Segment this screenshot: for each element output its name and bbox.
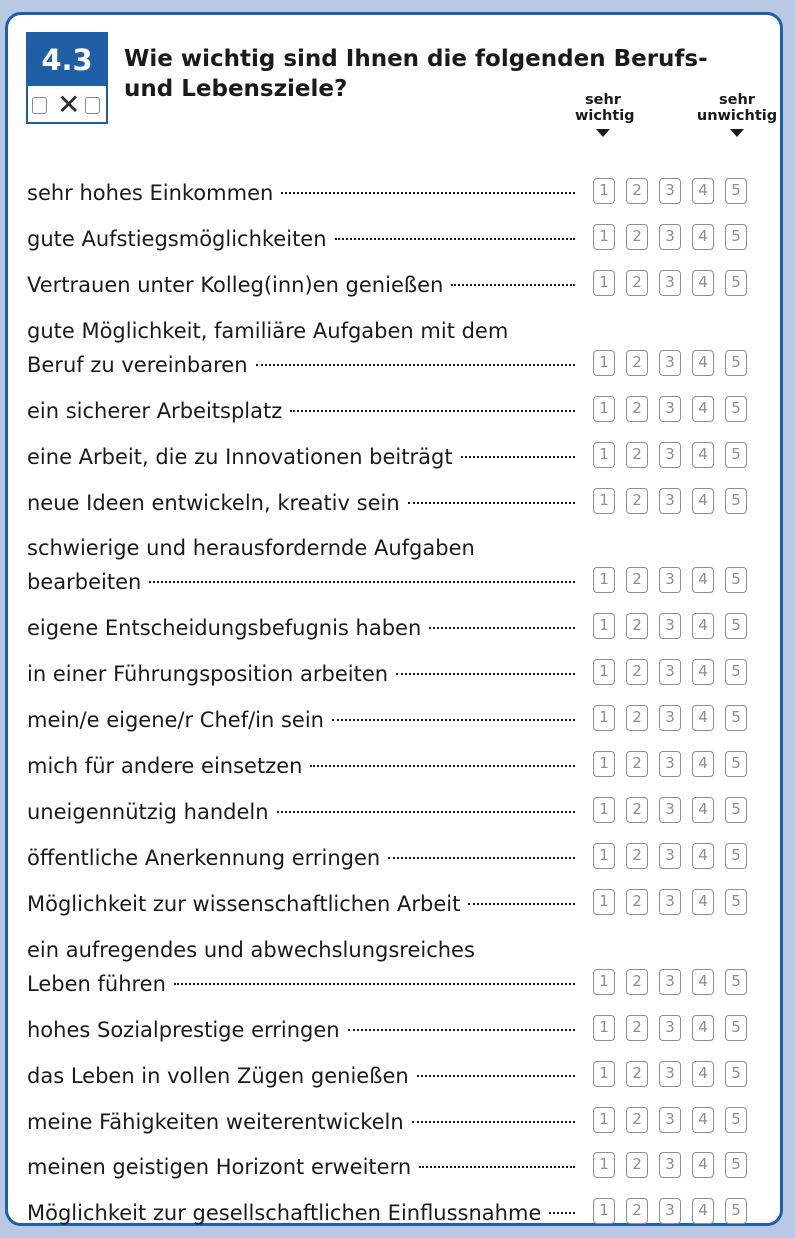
rating-checkbox-4[interactable]: 4	[692, 224, 714, 250]
rating-checkbox-4[interactable]: 4	[692, 843, 714, 869]
item-label-text: in einer Führungsposition arbeiten	[27, 662, 389, 687]
rating-checkbox-3[interactable]: 3	[659, 797, 681, 823]
rating-checkbox-4[interactable]: 4	[692, 1198, 714, 1224]
rating-checkbox-5[interactable]: 5	[725, 224, 747, 250]
question-item-row	[27, 440, 757, 474]
item-label-text: Möglichkeit zur wissenschaftlichen Arbeit	[27, 891, 461, 916]
rating-checkbox-3[interactable]: 3	[659, 751, 681, 777]
question-item-row	[27, 795, 757, 829]
item-label	[27, 1150, 575, 1184]
item-label	[27, 1059, 575, 1093]
question-item-row	[27, 394, 757, 428]
rating-checkbox-5[interactable]: 5	[725, 889, 747, 915]
rating-checkbox-3[interactable]: 3	[659, 1107, 681, 1133]
rating-checkbox-3[interactable]: 3	[659, 350, 681, 376]
rating-checkbox-1[interactable]: 1	[593, 1061, 615, 1087]
rating-checkbox-3[interactable]: 3	[659, 1015, 681, 1041]
item-label	[27, 1013, 575, 1047]
scale-right-label	[692, 92, 782, 137]
rating-checkboxes	[593, 567, 753, 593]
rating-checkboxes	[593, 797, 753, 823]
rating-checkboxes	[593, 659, 753, 685]
dotted-leader	[412, 1121, 575, 1123]
rating-checkbox-4[interactable]: 4	[692, 659, 714, 685]
rating-checkbox-2[interactable]: 2	[626, 659, 648, 685]
rating-checkbox-2[interactable]: 2	[626, 889, 648, 915]
rating-checkbox-3[interactable]: 3	[659, 178, 681, 204]
dotted-leader	[417, 1075, 575, 1077]
dotted-leader	[429, 627, 575, 629]
rating-checkbox-5[interactable]: 5	[725, 797, 747, 823]
rating-checkbox-2[interactable]: 2	[626, 1198, 648, 1224]
rating-checkbox-1[interactable]: 1	[593, 1152, 615, 1178]
item-label-text: schwierige und herausfordernde Aufgaben	[27, 536, 475, 561]
item-label	[27, 841, 575, 875]
rating-checkbox-3[interactable]: 3	[659, 1152, 681, 1178]
rating-checkbox-2[interactable]: 2	[626, 224, 648, 250]
rating-checkbox-1[interactable]: 1	[593, 659, 615, 685]
rating-checkbox-3[interactable]: 3	[659, 705, 681, 731]
rating-checkbox-1[interactable]: 1	[593, 350, 615, 376]
rating-checkboxes	[593, 1061, 753, 1087]
rating-checkbox-4[interactable]: 4	[692, 1015, 714, 1041]
rating-checkbox-2[interactable]: 2	[626, 178, 648, 204]
scale-right-text: sehr unwichtig	[696, 92, 778, 124]
rating-checkbox-4[interactable]: 4	[692, 488, 714, 514]
rating-checkbox-5[interactable]: 5	[725, 843, 747, 869]
rating-checkbox-2[interactable]: 2	[626, 1061, 648, 1087]
item-label-text: gute Aufstiegsmöglichkeiten	[27, 226, 327, 251]
rating-checkbox-1[interactable]: 1	[593, 705, 615, 731]
rating-checkbox-5[interactable]: 5	[725, 1107, 747, 1133]
rating-checkbox-4[interactable]: 4	[692, 613, 714, 639]
rating-checkbox-3[interactable]: 3	[659, 488, 681, 514]
rating-checkbox-1[interactable]: 1	[593, 797, 615, 823]
dotted-leader	[174, 983, 575, 985]
item-label-text: eine Arbeit, die zu Innovationen beiträgt	[27, 444, 453, 469]
dotted-leader	[419, 1166, 575, 1168]
rating-checkbox-5[interactable]: 5	[725, 705, 747, 731]
item-label-text: sehr hohes Einkommen	[27, 181, 274, 205]
rating-checkboxes	[593, 270, 753, 296]
question-item-row	[27, 176, 757, 210]
rating-checkbox-4[interactable]: 4	[692, 797, 714, 823]
rating-checkbox-2[interactable]: 2	[626, 567, 648, 593]
rating-checkboxes	[593, 705, 753, 731]
question-item-row	[27, 933, 757, 1001]
rating-checkbox-1[interactable]: 1	[593, 843, 615, 869]
rating-checkbox-1[interactable]: 1	[593, 270, 615, 296]
rating-checkboxes	[593, 843, 753, 869]
question-item-row	[27, 1150, 757, 1184]
rating-checkbox-4[interactable]: 4	[692, 270, 714, 296]
rating-checkboxes	[593, 1198, 753, 1224]
item-label	[27, 611, 575, 645]
question-item-row	[27, 611, 757, 645]
rating-checkbox-5[interactable]: 5	[725, 567, 747, 593]
rating-checkbox-1[interactable]: 1	[593, 1107, 615, 1133]
dotted-leader	[408, 502, 575, 504]
rating-checkbox-2[interactable]: 2	[626, 1107, 648, 1133]
question-item-row	[27, 531, 757, 599]
rating-checkbox-5[interactable]: 5	[725, 1061, 747, 1087]
rating-checkboxes	[593, 613, 753, 639]
rating-checkbox-3[interactable]: 3	[659, 889, 681, 915]
rating-checkbox-3[interactable]: 3	[659, 659, 681, 685]
rating-checkbox-2[interactable]: 2	[626, 1015, 648, 1041]
item-label-text: Vertrauen unter Kolleg(inn)en genießen	[27, 272, 444, 297]
scale-left-label	[558, 92, 648, 137]
item-label	[27, 394, 575, 428]
item-label-text: hohes Sozialprestige erringen	[27, 1017, 340, 1042]
dotted-leader	[332, 719, 575, 721]
question-number: 4.3	[28, 34, 106, 86]
rating-checkbox-1[interactable]: 1	[593, 567, 615, 593]
rating-checkbox-2[interactable]: 2	[626, 396, 648, 422]
rating-checkbox-5[interactable]: 5	[725, 751, 747, 777]
rating-checkboxes	[593, 969, 753, 995]
item-label	[27, 1196, 575, 1230]
rating-checkbox-2[interactable]: 2	[626, 843, 648, 869]
dotted-leader	[281, 192, 575, 194]
rating-checkbox-3[interactable]: 3	[659, 567, 681, 593]
rating-checkboxes	[593, 488, 753, 514]
item-label-text: öffentliche Anerkennung erringen	[27, 845, 381, 870]
item-label-text: mein/e eigene/r Chef/in sein	[27, 708, 324, 733]
question-item-row	[27, 1013, 757, 1047]
rating-checkbox-1[interactable]: 1	[593, 396, 615, 422]
rating-checkbox-2[interactable]: 2	[626, 1152, 648, 1178]
rating-checkbox-5[interactable]: 5	[725, 969, 747, 995]
rating-checkbox-1[interactable]: 1	[593, 1015, 615, 1041]
question-item-row	[27, 1105, 757, 1139]
dotted-leader	[149, 581, 575, 583]
rating-checkbox-4[interactable]: 4	[692, 442, 714, 468]
dotted-leader	[396, 673, 575, 675]
rating-checkbox-1[interactable]: 1	[593, 613, 615, 639]
rating-checkbox-1[interactable]: 1	[593, 178, 615, 204]
dotted-leader	[290, 410, 575, 412]
question-item-row	[27, 749, 757, 783]
dotted-leader	[335, 238, 575, 240]
item-label-text: meine Fähigkeiten weiterentwickeln	[27, 1109, 404, 1134]
rating-checkbox-2[interactable]: 2	[626, 969, 648, 995]
rating-checkbox-2[interactable]: 2	[626, 613, 648, 639]
item-label-text: das Leben in vollen Zügen genießen	[27, 1063, 409, 1088]
rating-checkbox-5[interactable]: 5	[725, 178, 747, 204]
rating-checkbox-2[interactable]: 2	[626, 705, 648, 731]
item-label	[27, 795, 575, 829]
rating-checkbox-5[interactable]: 5	[725, 1198, 747, 1224]
rating-checkbox-2[interactable]: 2	[626, 797, 648, 823]
down-arrow-icon	[596, 129, 610, 137]
rating-checkbox-3[interactable]: 3	[659, 969, 681, 995]
rating-checkboxes	[593, 442, 753, 468]
item-label	[27, 268, 575, 302]
rating-checkbox-3[interactable]: 3	[659, 613, 681, 639]
item-label-text: gute Möglichkeit, familiäre Aufgaben mit dem	[27, 318, 509, 343]
rating-checkboxes	[593, 178, 753, 204]
rating-checkbox-1[interactable]: 1	[593, 1198, 615, 1224]
item-label	[27, 887, 575, 921]
rating-checkbox-5[interactable]: 5	[725, 350, 747, 376]
item-label-text: ein aufregendes und abwechslungsreiches	[27, 937, 475, 962]
question-item-row	[27, 314, 757, 382]
question-item-row	[27, 887, 757, 921]
item-label	[27, 314, 575, 382]
rating-checkbox-5[interactable]: 5	[725, 659, 747, 685]
rating-checkbox-5[interactable]: 5	[725, 488, 747, 514]
checkbox-example-icon: ✕	[32, 94, 104, 118]
rating-checkboxes	[593, 350, 753, 376]
rating-checkbox-5[interactable]: 5	[725, 613, 747, 639]
rating-checkboxes	[593, 396, 753, 422]
rating-checkbox-5[interactable]: 5	[725, 1152, 747, 1178]
rating-checkbox-5[interactable]: 5	[725, 1015, 747, 1041]
dotted-leader	[256, 364, 575, 366]
rating-checkbox-1[interactable]: 1	[593, 224, 615, 250]
rating-checkbox-2[interactable]: 2	[626, 270, 648, 296]
question-number-box	[26, 32, 108, 124]
rating-checkbox-3[interactable]: 3	[659, 396, 681, 422]
item-label	[27, 222, 575, 256]
rating-checkboxes	[593, 1107, 753, 1133]
rating-checkbox-1[interactable]: 1	[593, 488, 615, 514]
question-item-row	[27, 1196, 757, 1230]
item-label	[27, 486, 575, 520]
rating-checkbox-3[interactable]: 3	[659, 1061, 681, 1087]
item-label-text: uneigennützig handeln	[27, 800, 269, 824]
rating-checkbox-4[interactable]: 4	[692, 178, 714, 204]
rating-checkbox-3[interactable]: 3	[659, 224, 681, 250]
item-label	[27, 440, 575, 474]
rating-checkboxes	[593, 224, 753, 250]
dotted-leader	[451, 284, 575, 286]
question-item-row	[27, 1059, 757, 1093]
rating-checkbox-2[interactable]: 2	[626, 751, 648, 777]
scale-left-text: sehr wichtig	[575, 92, 635, 124]
rating-checkbox-4[interactable]: 4	[692, 1107, 714, 1133]
rating-checkbox-2[interactable]: 2	[626, 442, 648, 468]
item-label-text: Leben führen	[27, 971, 166, 996]
rating-checkbox-4[interactable]: 4	[692, 1061, 714, 1087]
rating-checkbox-3[interactable]: 3	[659, 442, 681, 468]
question-item-row	[27, 222, 757, 256]
question-text: Wie wichtig sind Ihnen die folgenden Berufs- und Lebensziele?	[124, 46, 708, 102]
rating-checkbox-3[interactable]: 3	[659, 270, 681, 296]
dotted-leader	[549, 1212, 575, 1214]
rating-checkbox-1[interactable]: 1	[593, 751, 615, 777]
rating-checkbox-4[interactable]: 4	[692, 396, 714, 422]
rating-checkbox-1[interactable]: 1	[593, 442, 615, 468]
item-label	[27, 933, 575, 1001]
item-label	[27, 531, 575, 599]
question-item-row	[27, 703, 757, 737]
down-arrow-icon	[730, 129, 744, 137]
rating-checkbox-3[interactable]: 3	[659, 843, 681, 869]
item-label-text: meinen geistigen Horizont erweitern	[27, 1155, 412, 1180]
rating-checkbox-5[interactable]: 5	[725, 270, 747, 296]
rating-checkbox-4[interactable]: 4	[692, 567, 714, 593]
dotted-leader	[310, 765, 575, 767]
question-item-row	[27, 841, 757, 875]
item-label-text: ein sicherer Arbeitsplatz	[27, 398, 283, 423]
item-label	[27, 749, 575, 783]
question-item-row	[27, 657, 757, 691]
item-label-text: Möglichkeit zur gesellschaftlichen Einflussnahme	[27, 1201, 542, 1226]
item-label	[27, 1105, 575, 1139]
dotted-leader	[468, 903, 575, 905]
item-label-text: neue Ideen entwickeln, kreativ sein	[27, 490, 400, 515]
rating-checkboxes	[593, 889, 753, 915]
rating-checkbox-3[interactable]: 3	[659, 1198, 681, 1224]
question-item-row	[27, 268, 757, 302]
rating-checkbox-2[interactable]: 2	[626, 350, 648, 376]
rating-checkbox-1[interactable]: 1	[593, 889, 615, 915]
dotted-leader	[388, 857, 575, 859]
item-label	[27, 657, 575, 691]
item-label-text: Beruf zu vereinbaren	[27, 352, 248, 377]
rating-checkbox-4[interactable]: 4	[692, 889, 714, 915]
question-item-row	[27, 486, 757, 520]
rating-checkbox-5[interactable]: 5	[725, 396, 747, 422]
dotted-leader	[277, 811, 575, 813]
item-label	[27, 703, 575, 737]
rating-checkbox-4[interactable]: 4	[692, 705, 714, 731]
dotted-leader	[461, 456, 575, 458]
item-label-text: mich für andere einsetzen	[27, 754, 303, 779]
item-label	[27, 176, 575, 210]
dotted-leader	[348, 1029, 575, 1031]
item-label-text: bearbeiten	[27, 570, 142, 595]
rating-checkbox-2[interactable]: 2	[626, 488, 648, 514]
rating-checkbox-1[interactable]: 1	[593, 969, 615, 995]
rating-checkboxes	[593, 1015, 753, 1041]
rating-checkbox-4[interactable]: 4	[692, 751, 714, 777]
rating-checkboxes	[593, 751, 753, 777]
rating-checkbox-4[interactable]: 4	[692, 350, 714, 376]
rating-checkbox-4[interactable]: 4	[692, 969, 714, 995]
rating-checkbox-5[interactable]: 5	[725, 442, 747, 468]
item-label-text: eigene Entscheidungsbefugnis haben	[27, 616, 422, 641]
rating-checkboxes	[593, 1152, 753, 1178]
rating-checkbox-4[interactable]: 4	[692, 1152, 714, 1178]
